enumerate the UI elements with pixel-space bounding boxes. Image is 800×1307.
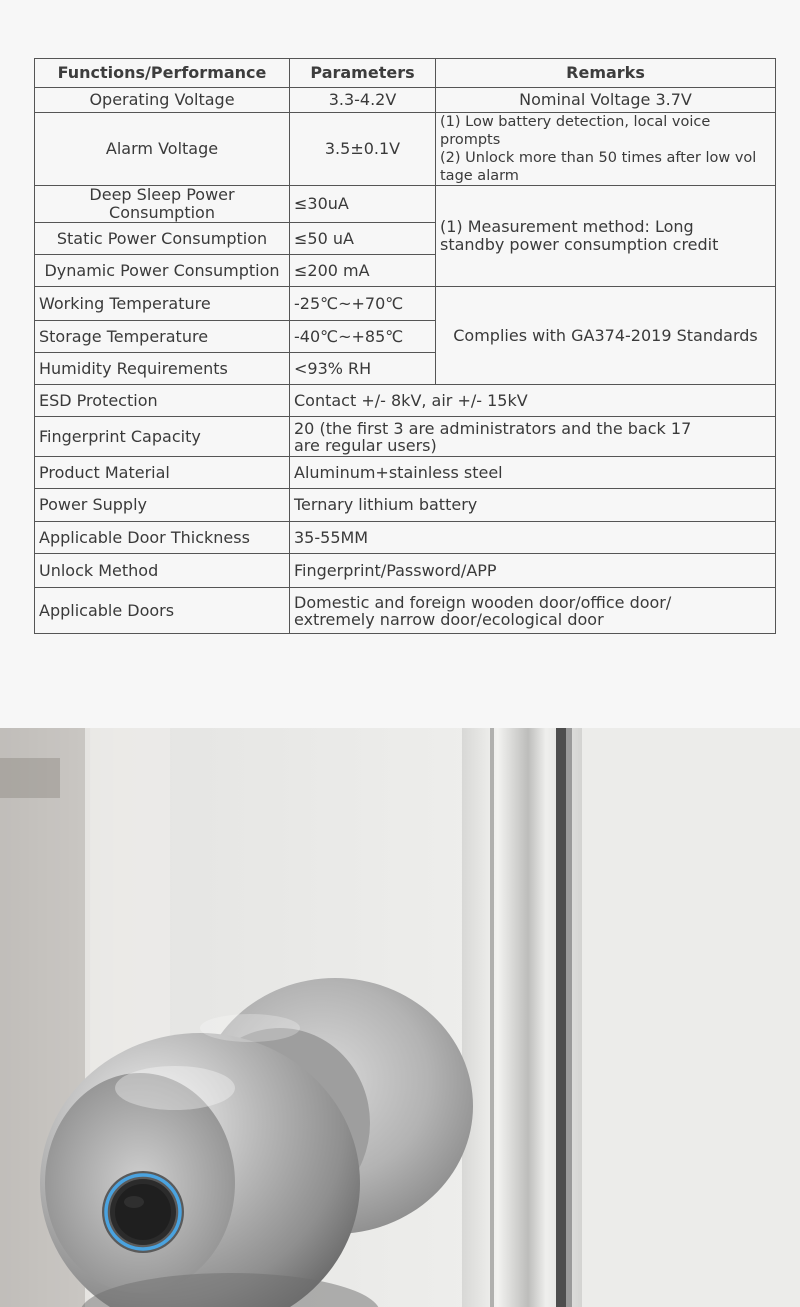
row-parameter: ≤200 mA: [290, 255, 436, 287]
row-parameter: <93% RH: [290, 353, 436, 385]
parameter-line: are regular users): [294, 435, 437, 455]
table-row: [35, 522, 776, 554]
remark-line: tage alarm: [440, 168, 519, 184]
row-function: Storage Temperature: [35, 321, 290, 353]
table-row: [35, 489, 776, 522]
spec-table: [34, 58, 776, 634]
row-function: Humidity Requirements: [35, 353, 290, 385]
row-function: Applicable Door Thickness: [35, 522, 290, 554]
row-parameter: 3.5±0.1V: [290, 113, 436, 186]
table-row: [35, 186, 776, 223]
row-function: Dynamic Power Consumption: [35, 255, 290, 287]
row-function: Alarm Voltage: [35, 113, 290, 186]
header-functions: Functions/Performance: [35, 59, 290, 88]
row-parameter: Fingerprint/Password/APP: [290, 554, 776, 588]
remark-line: (1) Measurement method: Long: [440, 217, 694, 236]
table-row: [35, 88, 776, 113]
parameter-line: 20 (the first 3 are administrators and the back 17: [294, 418, 692, 438]
table-row: [35, 457, 776, 489]
row-parameter: [290, 588, 776, 634]
door-knob-icon: [0, 728, 800, 1307]
row-function: Product Material: [35, 457, 290, 489]
remark-line: (1) Low battery detection, local voice prompts: [440, 114, 711, 148]
row-parameter: ≤30uA: [290, 186, 436, 223]
row-parameter: -40℃~+85℃: [290, 321, 436, 353]
row-function: Static Power Consumption: [35, 223, 290, 255]
header-remarks: Remarks: [436, 59, 776, 88]
row-parameter: Contact +/- 8kV, air +/- 15kV: [290, 385, 776, 417]
table-row: [35, 588, 776, 634]
remark-line: (2) Unlock more than 50 times after low vol: [440, 150, 757, 166]
row-parameter: 3.3-4.2V: [290, 88, 436, 113]
row-parameter: -25℃~+70℃: [290, 287, 436, 321]
table-row: [35, 554, 776, 588]
row-function: Working Temperature: [35, 287, 290, 321]
table-header-row: [35, 59, 776, 88]
row-remark-environment: Complies with GA374-2019 Standards: [436, 287, 776, 385]
row-function: Unlock Method: [35, 554, 290, 588]
row-remark-power: [436, 186, 776, 287]
row-remark: Nominal Voltage 3.7V: [436, 88, 776, 113]
parameter-line: extremely narrow door/ecological door: [294, 609, 604, 629]
row-function: Deep Sleep Power Consumption: [35, 186, 290, 223]
header-parameters: Parameters: [290, 59, 436, 88]
table-row: [35, 113, 776, 186]
row-parameter: Aluminum+stainless steel: [290, 457, 776, 489]
row-parameter: ≤50 uA: [290, 223, 436, 255]
row-parameter: Ternary lithium battery: [290, 489, 776, 522]
fingerprint-sensor-icon: [102, 1171, 184, 1253]
table-row: [35, 287, 776, 321]
row-parameter: 35-55MM: [290, 522, 776, 554]
row-function: Fingerprint Capacity: [35, 417, 290, 457]
row-function: ESD Protection: [35, 385, 290, 417]
table-row: [35, 385, 776, 417]
row-function: Applicable Doors: [35, 588, 290, 634]
remark-line: standby power consumption credit: [440, 235, 719, 254]
row-parameter: [290, 417, 776, 457]
row-function: Power Supply: [35, 489, 290, 522]
table-row: [35, 417, 776, 457]
row-function: Operating Voltage: [35, 88, 290, 113]
row-remark: [436, 113, 776, 186]
parameter-line: Domestic and foreign wooden door/office door/: [294, 592, 672, 612]
product-photo: [0, 728, 800, 1307]
